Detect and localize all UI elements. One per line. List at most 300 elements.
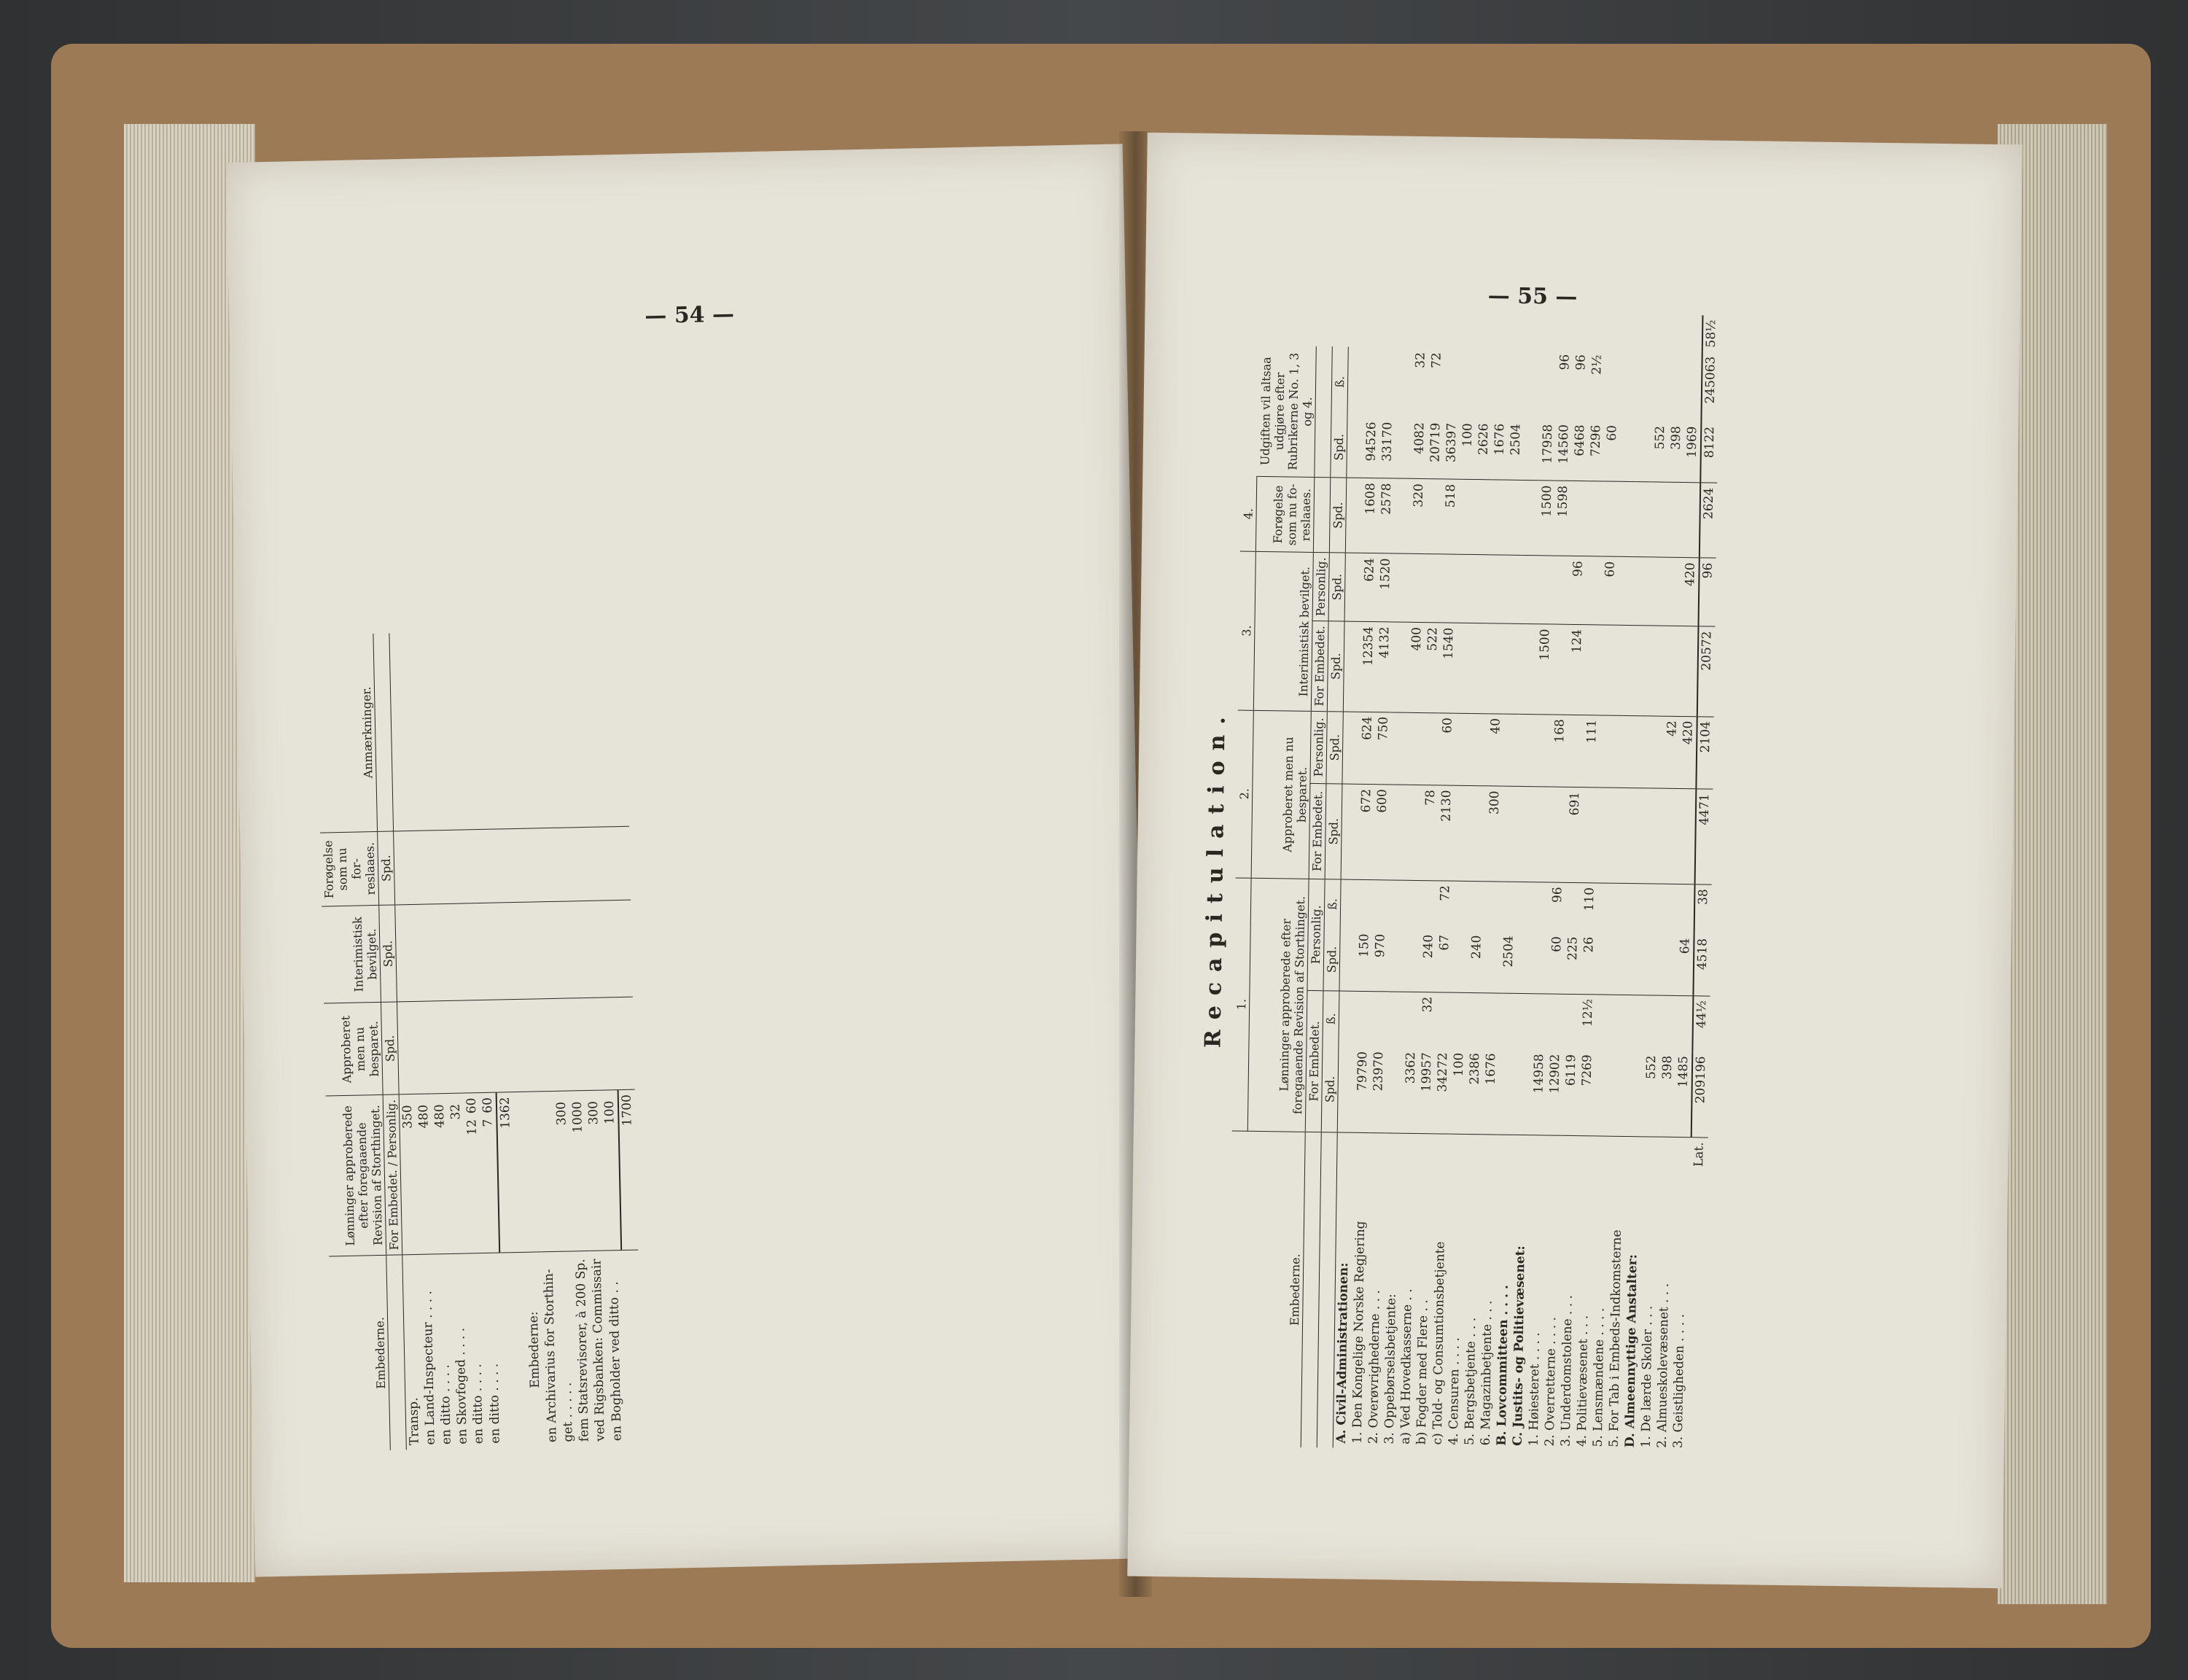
row-value [1610, 1051, 1627, 1137]
row-value [1503, 714, 1519, 787]
row-value [1387, 992, 1403, 1048]
row-label: en Bogholder ved ditto . . [606, 1281, 625, 1442]
row-value [1584, 625, 1601, 715]
row-label: B. Lovcommitteen . . . . [1494, 1285, 1511, 1446]
unit-spd: Spd. [1323, 929, 1339, 991]
row-label: c) Told- og Consumtionsbetjente [1430, 1241, 1448, 1445]
row-value [1344, 553, 1362, 621]
row-value [1565, 882, 1581, 933]
row-value [1532, 932, 1549, 994]
empty-cell [429, 1001, 448, 1094]
row-value: 1500 [1538, 481, 1554, 556]
row-value [1620, 351, 1637, 421]
row-value [1634, 482, 1651, 557]
row-value: 111 [1583, 715, 1600, 788]
row-value: 64 [1676, 933, 1694, 995]
row-value [1537, 556, 1554, 624]
row-value [1393, 478, 1410, 553]
empty-cell [397, 1002, 415, 1094]
row-value: 150 [1355, 929, 1372, 991]
row-value [1455, 713, 1471, 786]
row-value: 552 [1651, 421, 1668, 483]
row-value [1652, 351, 1669, 422]
col-num-1: 1. [1232, 878, 1251, 1132]
row-label: a) Ved Hovedkasserne . . [1398, 1288, 1415, 1444]
row-value [1501, 786, 1519, 882]
row-value [1594, 1050, 1611, 1136]
row-value [1516, 931, 1533, 993]
row-value: 320 [1409, 479, 1426, 554]
row-value [1346, 417, 1363, 478]
row-value: 78 [1421, 785, 1438, 881]
sub-personal: Personlig. [384, 1099, 400, 1159]
empty-cell [567, 998, 585, 1091]
empty-cell [596, 826, 614, 901]
row-value [1647, 715, 1664, 788]
row-value: 2504 [1500, 931, 1517, 993]
row-value: 3362 [1401, 1048, 1419, 1134]
row-value [1452, 930, 1468, 992]
row-label: C. Justits- og Politievæsenet: [1510, 1245, 1528, 1447]
recap-title: Recapitulation. [1200, 706, 1231, 1049]
row-value [1395, 348, 1412, 419]
empty-cell [535, 999, 553, 1092]
row-value [1489, 555, 1506, 623]
amount-s: 60 [464, 1097, 480, 1114]
total-value: 245063 [1701, 352, 1718, 423]
row-label: en ditto . . . . [437, 1364, 454, 1445]
col-total-expense: Udgiften vil altsaa udgjøre efter Rubrikerne No. 1, 3 og 4. [1257, 346, 1316, 478]
row-value [1675, 995, 1693, 1051]
empty-cell [427, 904, 445, 1001]
row-value [1596, 933, 1613, 995]
row-label: 2. Overretterne . . . . [1542, 1316, 1559, 1447]
row-value [1643, 995, 1660, 1051]
row-label: 5. Bergsbetjente . . . [1462, 1317, 1479, 1446]
row-value [1549, 787, 1567, 882]
sub-personal: Personlig. [1307, 879, 1324, 990]
row-label: en Land-Inspecteur . . . . [420, 1290, 438, 1445]
amount-spd: 480 [432, 1104, 448, 1129]
row-label: Transp. [406, 1397, 422, 1446]
row-value [1422, 712, 1439, 785]
row-value [1363, 347, 1380, 418]
row-value [1343, 621, 1360, 712]
row-value: 240 [1420, 930, 1436, 992]
row-value [1600, 625, 1617, 715]
row-value: 300 [1485, 786, 1503, 882]
col-office: Embederne. [329, 1255, 390, 1451]
row-value: 67 [1436, 930, 1452, 992]
row-value [1586, 481, 1603, 556]
total-value: 8122 [1700, 422, 1718, 483]
row-value [1666, 482, 1683, 557]
row-value: 96 [1549, 887, 1565, 903]
row-value [1523, 419, 1540, 481]
empty-cell [583, 998, 601, 1090]
empty-cell [474, 829, 492, 903]
row-label: D. Almeennyttige Anstalter: [1622, 1254, 1640, 1448]
row-value [1664, 626, 1681, 716]
amount-spd: 7 [480, 1119, 496, 1127]
amount-spd: 1000 [569, 1101, 585, 1133]
total-value: 2624 [1699, 483, 1716, 558]
row-value [1567, 715, 1584, 788]
empty-cell [442, 830, 459, 904]
row-label: get . . . . . [559, 1382, 576, 1442]
row-value [1444, 349, 1460, 419]
row-value: 26 [1580, 933, 1597, 995]
row-value [1506, 480, 1522, 555]
salary-table: Embederne. Lønninger approberede efter foregaaende Revision af Storthinget. Approberet men nu besparet. Interimistisk bevilget. Forøgelse som nu for- reslaaes. Anmærkninger. For Embedet. / Personlig. Spd. Spd. Spd. Transp. 350 en Land-Inspecteur . . . . 480 en ditto . . . . 480 en Skovfoged . . . . 32 en ditto . . . . 1260 en ditto . . . . 760 1362 Embederne: en Archivarius for Storthin- get . . . . . 300 fem Statsrevisorer, à 200 Sp. 1000 ved Rigsbanken: Commissair 300 en Bogholder ved ditto . . 100 1700 [316, 629, 642, 1452]
row-value: 168 [1551, 715, 1568, 788]
row-value: 2386 [1465, 1049, 1483, 1135]
row-value: 4082 [1411, 418, 1428, 479]
row-value: 1485 [1674, 1051, 1692, 1138]
row-label: 1. De lærde Skoler . . . [1638, 1305, 1655, 1448]
col-office: Embederne. [1243, 1131, 1305, 1447]
row-value [1585, 556, 1602, 625]
page-number: — 55 — [1487, 283, 1578, 310]
empty-cell [443, 904, 462, 1001]
row-value: 1520 [1377, 553, 1393, 622]
empty-cell [580, 827, 597, 901]
row-value [1420, 880, 1437, 930]
empty-cell [411, 904, 429, 1001]
row-value: 124 [1568, 624, 1585, 715]
empty-cell [533, 902, 551, 999]
row-value: 624 [1358, 712, 1375, 785]
row-label: 1. Høiesteret . . . . [1526, 1332, 1543, 1447]
row-label: 6. Magazinbetjente . . . [1478, 1300, 1495, 1446]
row-value [1515, 993, 1532, 1049]
row-label: 3. Geistligheden . . . . [1670, 1313, 1688, 1449]
row-value: 60 [1601, 556, 1618, 625]
row-value [1524, 349, 1541, 420]
row-value [1476, 349, 1492, 419]
row-value [1619, 421, 1636, 482]
row-value [1611, 995, 1628, 1051]
empty-cell [458, 829, 475, 903]
row-value [1467, 992, 1484, 1049]
row-value [1597, 788, 1615, 883]
total-value: 209196 [1691, 1051, 1709, 1138]
row-value: 1676 [1482, 1049, 1499, 1135]
row-value: 60 [1603, 421, 1620, 482]
row-value [1599, 715, 1616, 788]
sub-office: For Embedet. [1309, 783, 1326, 879]
row-value [1425, 479, 1442, 554]
row-value: 60 [1548, 932, 1565, 994]
empty-cell [426, 830, 443, 904]
unit-spd: Spd. [382, 1035, 397, 1062]
empty-cell [459, 903, 478, 1000]
col-interim: Interimistisk bevilget. [322, 906, 381, 1003]
row-value [1668, 351, 1685, 422]
row-value: 600 [1373, 785, 1390, 880]
row-value: 110 [1581, 887, 1597, 911]
row-value [1337, 1046, 1355, 1132]
row-value [1602, 481, 1619, 556]
row-value [1648, 626, 1665, 716]
row-value [1533, 787, 1551, 882]
row-value [1519, 714, 1535, 787]
row-label: 5. Lensmændene . . . . [1590, 1307, 1607, 1447]
amount-s: 60 [480, 1097, 496, 1113]
row-value: 522 [1423, 623, 1441, 713]
row-value [1389, 785, 1406, 880]
row-value [1662, 788, 1679, 884]
row-value [1682, 483, 1700, 558]
empty-cell [475, 903, 494, 1000]
row-value [1552, 624, 1569, 715]
row-value [1347, 347, 1364, 418]
total-value: 38 [1694, 884, 1711, 934]
row-label: 2. Overøvrighederne . . . [1366, 1289, 1383, 1444]
row-value: 6119 [1562, 1050, 1579, 1136]
amount-spd: 100 [601, 1100, 618, 1125]
recapitulation-table [1228, 309, 1719, 1453]
row-value: 1540 [1439, 623, 1457, 713]
row-label: 1. Den Kongelige Norske Regjering [1350, 1221, 1368, 1444]
row-value [1499, 993, 1516, 1049]
row-value [1338, 991, 1355, 1047]
row-value [1570, 481, 1587, 556]
row-value [1468, 881, 1485, 931]
row-value [1505, 555, 1522, 623]
row-label: b) Fogder med Flere . . [1414, 1299, 1431, 1445]
empty-cell [445, 1000, 464, 1093]
row-value [1615, 715, 1632, 788]
empty-cell [532, 828, 549, 902]
row-value: 1500 [1535, 624, 1553, 715]
row-value [1631, 715, 1648, 788]
sub-personal: Personlig. [1309, 711, 1326, 784]
row-value [1460, 349, 1476, 419]
row-value [1471, 713, 1487, 786]
row-value [1660, 933, 1677, 995]
amount-spd: 300 [585, 1100, 601, 1125]
row-value: 225 [1564, 932, 1581, 994]
row-value [1644, 933, 1661, 995]
row-value: 19957 [1417, 1048, 1435, 1134]
row-value: 2578 [1377, 478, 1394, 553]
amount-spd: 300 [553, 1101, 569, 1126]
row-value: 100 [1459, 419, 1476, 480]
subtotal-a: 1362 [497, 1092, 517, 1253]
row-value: 1598 [1554, 481, 1570, 556]
row-value [1649, 557, 1666, 626]
row-value [1540, 349, 1557, 420]
row-value [1453, 785, 1471, 881]
total-value: 4471 [1694, 789, 1713, 884]
row-value [1457, 554, 1473, 623]
row-value [1469, 785, 1487, 881]
row-label: 3. Underdomstolene . . . [1558, 1294, 1576, 1447]
row-value: 36397 [1443, 419, 1460, 480]
col-approved-saved: Approberet men nu besparet. [324, 1003, 383, 1097]
row-value [1457, 479, 1474, 554]
col-num-2: 2. [1236, 710, 1254, 878]
empty-cell [395, 905, 413, 1002]
row-value: 1608 [1361, 478, 1378, 553]
right-page [1127, 133, 2022, 1589]
row-value [1563, 994, 1580, 1050]
row-value [1613, 883, 1630, 933]
row-value: 518 [1441, 479, 1458, 554]
row-value [1387, 930, 1404, 992]
row-label: en Skovfoged . . . . [453, 1327, 470, 1444]
row-value [1452, 881, 1469, 931]
row-value [1356, 879, 1373, 930]
row-value [1595, 995, 1612, 1051]
row-value: 32 [1412, 351, 1428, 368]
row-value [1500, 882, 1517, 932]
empty-cell [478, 1000, 497, 1092]
row-value: 420 [1679, 716, 1697, 789]
row-label: ved Rigsbanken: Commissair [589, 1259, 608, 1442]
row-value: 100 [1449, 1049, 1467, 1135]
row-value [1372, 879, 1389, 930]
empty-cell [565, 901, 583, 998]
row-value [1503, 623, 1521, 714]
total-b: 1700 [618, 1089, 639, 1250]
row-value: 79790 [1353, 1047, 1371, 1133]
row-value: 60 [1438, 712, 1455, 785]
row-value [1390, 712, 1407, 785]
row-value: 2504 [1507, 419, 1524, 481]
col-increase: Forøgelse som nu fo- reslaaes. [1255, 477, 1314, 553]
row-label: 4. Censuren . . . . [1446, 1337, 1463, 1445]
sub-office: For Embedet. [1305, 990, 1323, 1132]
row-value: 624 [1360, 553, 1377, 622]
row-value [1680, 626, 1698, 717]
row-value [1451, 992, 1468, 1049]
row-value: 96 [1557, 354, 1573, 370]
row-value: 420 [1681, 558, 1699, 626]
row-value [1517, 786, 1535, 882]
row-value [1618, 482, 1635, 557]
heading-b: Embederne: [526, 1311, 543, 1388]
row-value [1636, 351, 1653, 421]
row-value [1661, 884, 1678, 934]
row-label: 5. For Tab i Embeds-Indkomsterne [1606, 1229, 1624, 1447]
row-value [1684, 351, 1702, 422]
row-value: 23970 [1369, 1047, 1387, 1133]
row-value [1604, 351, 1621, 421]
row-value [1403, 992, 1420, 1048]
row-value [1547, 994, 1564, 1050]
row-value [1473, 555, 1490, 623]
row-value: 72 [1428, 352, 1444, 369]
row-value [1435, 992, 1452, 1048]
row-value [1645, 884, 1662, 934]
row-value [1425, 554, 1441, 623]
sub-office: For Embedet. [385, 1170, 402, 1251]
row-value [1522, 481, 1538, 556]
row-value [1597, 883, 1613, 933]
row-value [1659, 995, 1676, 1051]
row-value: 72 [1437, 885, 1453, 901]
row-value [1483, 992, 1500, 1049]
row-value: 691 [1565, 787, 1583, 882]
row-value [1484, 931, 1500, 993]
row-value [1535, 714, 1552, 787]
empty-cell [564, 827, 581, 901]
row-value [1514, 1049, 1531, 1135]
left-page [226, 144, 1152, 1576]
row-value [1455, 623, 1473, 713]
row-value [1492, 349, 1508, 420]
row-value [1519, 624, 1537, 715]
unit-s: ß. [1322, 990, 1339, 1046]
row-value: 33170 [1379, 418, 1395, 479]
row-value [1627, 995, 1644, 1051]
row-value: 96 [1573, 354, 1589, 370]
row-value: 20719 [1427, 419, 1444, 480]
row-label: en ditto . . . . [486, 1363, 503, 1444]
empty-cell [599, 998, 618, 1090]
empty-cell [597, 901, 616, 998]
row-value [1650, 482, 1667, 557]
row-value [1517, 882, 1533, 932]
row-value [1406, 712, 1423, 785]
row-value [1473, 480, 1490, 555]
row-value: 2130 [1437, 785, 1455, 881]
amount-spd: 480 [416, 1104, 432, 1129]
unit-spd: Spd. [381, 940, 395, 968]
row-value [1404, 880, 1421, 930]
row-value [1393, 553, 1409, 622]
empty-cell [551, 998, 569, 1091]
empty-cell [413, 1001, 432, 1094]
row-value [1405, 785, 1422, 880]
row-value: 672 [1357, 784, 1374, 879]
row-value [1508, 349, 1525, 420]
total-value: 20572 [1697, 626, 1715, 717]
col-salaries: Lønninger approberede efter foregaaende Revision af Storthinget. [326, 1095, 386, 1256]
row-value [1613, 788, 1631, 883]
row-value [1391, 622, 1409, 712]
col-num-4: 4. [1240, 476, 1257, 551]
row-value [1626, 1051, 1643, 1137]
row-value [1678, 788, 1696, 884]
unit-spd: Spd. [1325, 784, 1342, 879]
row-value: 552 [1642, 1051, 1659, 1137]
col-remarks: Anmærkninger. [316, 634, 377, 833]
row-value [1340, 879, 1357, 930]
row-label: A. Civil-Administrationen: [1334, 1262, 1351, 1444]
row-value [1646, 788, 1663, 884]
total-value: 4518 [1693, 934, 1710, 996]
right-table-rotated [1195, 308, 1719, 1453]
row-value [1553, 556, 1570, 624]
row-value [1617, 557, 1634, 626]
total-value: 2104 [1696, 716, 1713, 789]
row-value [1498, 1049, 1515, 1135]
row-value: 40 [1487, 713, 1503, 786]
amount-spd: 32 [448, 1103, 464, 1120]
sub-office: For Embedet. [1311, 621, 1328, 712]
row-value: 14560 [1555, 420, 1572, 481]
row-value: 398 [1658, 1051, 1675, 1138]
row-value [1632, 626, 1649, 716]
unit-s: ß. [1331, 346, 1347, 417]
unit-spd: Spd. [1321, 1046, 1339, 1132]
row-value [1441, 554, 1457, 623]
row-value: 12902 [1546, 1049, 1563, 1135]
col-interim: Interimistisk bevilget. [1253, 552, 1313, 711]
